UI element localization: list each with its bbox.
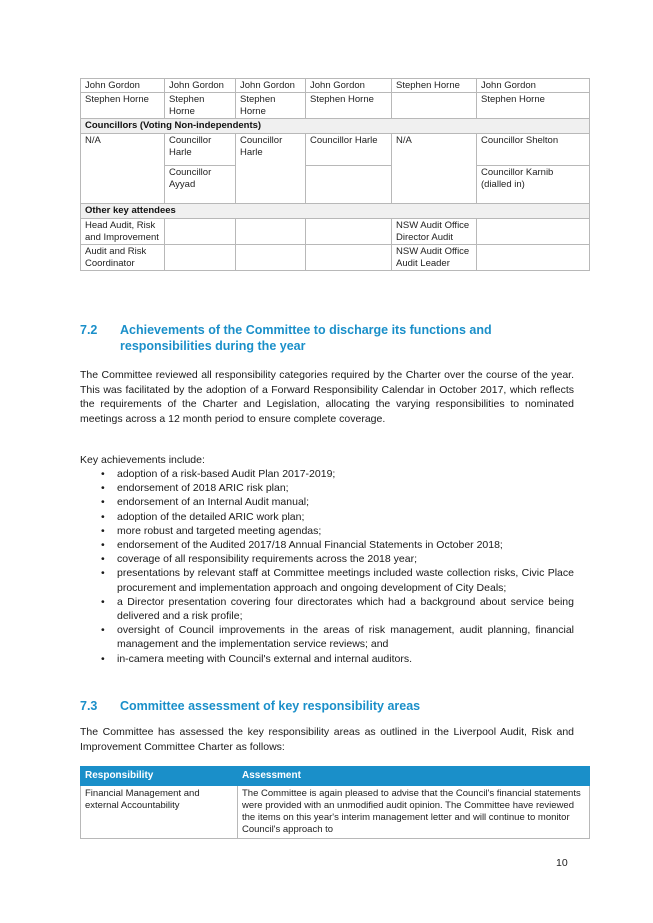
section-other-heading: Other key attendees — [81, 204, 590, 219]
table-row — [81, 245, 590, 271]
table-cell — [165, 245, 236, 271]
table-cell: Head Audit, Risk and Improvement — [81, 219, 165, 245]
table-cell: Stephen Horne — [392, 79, 477, 93]
table-cell: NSW Audit Office Audit Leader — [392, 245, 477, 271]
table-cell: Stephen Horne — [165, 93, 236, 119]
bullet-icon: • — [101, 496, 105, 509]
list-item-text: more robust and targeted meeting agendas; — [117, 524, 322, 537]
list-item-text: in-camera meeting with Council's external and internal auditors. — [117, 652, 412, 665]
column-header-responsibility: Responsibility — [81, 767, 238, 786]
list-item — [80, 495, 574, 509]
table-cell — [477, 219, 590, 245]
list-item-text: adoption of a risk-based Audit Plan 2017-2019; — [117, 468, 336, 480]
list-item — [80, 538, 574, 552]
table-cell: John Gordon — [165, 79, 236, 93]
list-item-text: endorsement of 2018 ARIC risk plan; — [117, 482, 289, 495]
section-7-2-heading — [80, 322, 580, 356]
table-row — [81, 93, 590, 119]
list-item — [80, 595, 574, 623]
table-cell — [477, 245, 590, 271]
responsibility-table — [80, 766, 590, 839]
table-cell: Stephen Horne — [306, 93, 392, 119]
table-cell: Councillor Ayyad — [165, 166, 236, 204]
list-item — [80, 623, 574, 651]
section-councillors-heading: Councillors (Voting Non-independents) — [81, 119, 590, 134]
table-header-row — [81, 767, 590, 786]
table-row — [81, 79, 590, 93]
table-row — [81, 786, 590, 839]
list-item — [80, 652, 574, 666]
bullet-icon: • — [101, 567, 105, 580]
bullet-icon: • — [101, 524, 105, 537]
table-cell: N/A — [392, 134, 477, 204]
section-number: 7.3 — [80, 699, 98, 713]
table-cell: John Gordon — [306, 79, 392, 93]
table-cell: Stephen Horne — [81, 93, 165, 119]
list-item-text: oversight of Council improvements in the areas of risk management, audit planning, financial management and the implementation service reviews; and — [117, 624, 574, 651]
table-cell: Councillor Karnib (dialled in) — [477, 166, 590, 204]
table-cell: Councillor Harle — [306, 134, 392, 166]
list-item-text: adoption of the detailed ARIC work plan; — [117, 510, 305, 523]
table-cell: John Gordon — [81, 79, 165, 93]
attendance-table — [80, 78, 590, 271]
table-cell: Stephen Horne — [236, 93, 306, 119]
bullet-icon: • — [101, 539, 105, 552]
bullet-icon: • — [101, 595, 105, 608]
bullet-icon: • — [101, 468, 105, 480]
list-item — [80, 510, 574, 524]
table-cell: Councillor Harle — [165, 134, 236, 166]
table-cell: N/A — [81, 134, 165, 204]
section-title: Achievements of the Committee to discharge its functions and responsibilities during the year — [120, 323, 492, 353]
column-header-assessment: Assessment — [238, 767, 590, 786]
table-cell — [236, 166, 306, 204]
achievements-list — [80, 467, 574, 666]
table-section-row — [81, 119, 590, 134]
table-cell: John Gordon — [477, 79, 590, 93]
list-item-text: coverage of all responsibility requirements across the 2018 year; — [117, 553, 417, 566]
table-section-row — [81, 204, 590, 219]
section-7-3-intro: The Committee has assessed the key responsibility areas as outlined in the Liverpool Audit, Risk and Improvement Committee Charter as follows: — [80, 726, 574, 753]
table-cell — [236, 245, 306, 271]
bullet-icon: • — [101, 553, 105, 566]
table-cell — [306, 219, 392, 245]
list-item — [80, 552, 574, 566]
list-item-text: endorsement of an Internal Audit manual; — [117, 496, 310, 509]
table-cell: Councillor Shelton — [477, 134, 590, 166]
table-cell: Councillor Harle — [236, 134, 306, 166]
table-cell: The Committee is again pleased to advise that the Council's financial statements were provided with an unmodified audit opinion. The Committee have reviewed the items on this year's interim management letter and will continue to monitor Council's approach to — [238, 786, 590, 839]
table-row — [81, 134, 590, 166]
list-item — [80, 467, 574, 481]
list-item-text: a Director presentation covering four directorates which had a background about service being delivered and a risk profile; — [117, 595, 574, 623]
table-cell: John Gordon — [236, 79, 306, 93]
bullet-icon: • — [101, 624, 105, 637]
table-cell — [306, 245, 392, 271]
table-cell — [236, 219, 306, 245]
bullet-icon: • — [101, 510, 105, 523]
bullet-icon: • — [101, 482, 105, 495]
table-cell — [392, 93, 477, 119]
key-achievements-lead: Key achievements include: — [80, 454, 205, 466]
list-item-text: endorsement of the Audited 2017/18 Annual Financial Statements in October 2018; — [117, 539, 503, 552]
list-item — [80, 524, 574, 538]
section-7-2-intro: The Committee reviewed all responsibility categories required by the Charter over the course of the year. This was facilitated by the adoption of a Forward Responsibility Calendar in October 2017, which reflects the requirements of the Charter and Legislation, allocating the varying responsibilities to nominated meetings across a 12 month period to ensure complete coverage. — [80, 369, 574, 425]
list-item — [80, 566, 574, 594]
section-title: Committee assessment of key responsibility areas — [120, 699, 421, 713]
section-number: 7.2 — [80, 323, 98, 337]
list-item — [80, 481, 574, 495]
table-cell — [306, 166, 392, 204]
section-7-3-heading — [80, 698, 580, 714]
table-cell: NSW Audit Office Director Audit — [392, 219, 477, 245]
table-cell: Financial Management and external Accountability — [81, 786, 238, 839]
page-number: 10 — [556, 857, 568, 869]
table-cell: Stephen Horne — [477, 93, 590, 119]
table-cell: Audit and Risk Coordinator — [81, 245, 165, 271]
bullet-icon: • — [101, 652, 105, 665]
table-cell — [165, 219, 236, 245]
table-row — [81, 219, 590, 245]
list-item-text: presentations by relevant staff at Committee meetings included waste collection risks, Civic Place procurement and implementation approach and ongoing development of City Deals; — [117, 567, 574, 594]
